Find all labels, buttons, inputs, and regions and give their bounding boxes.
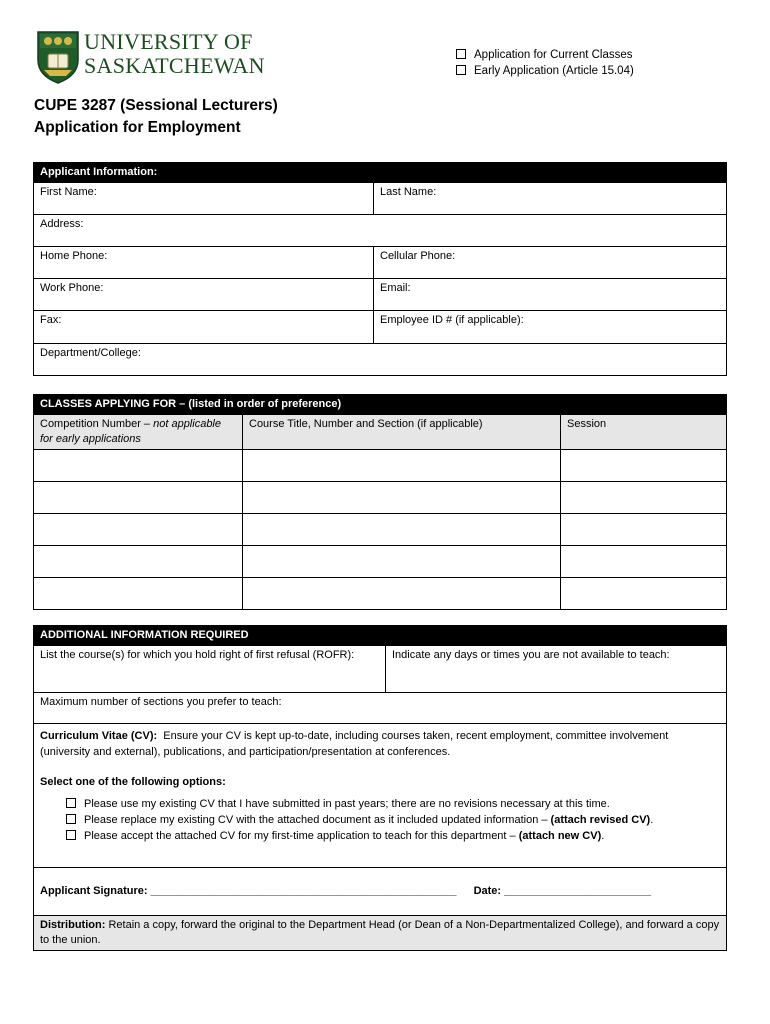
cell-input[interactable] <box>34 514 243 546</box>
cell-input[interactable] <box>561 482 727 514</box>
address-field[interactable]: Address: <box>34 215 727 247</box>
cell-input[interactable] <box>243 450 561 482</box>
applicant-info-table <box>33 162 727 376</box>
cv-section <box>34 724 727 868</box>
unavailable-times-field[interactable]: Indicate any days or times you are not available to teach: <box>386 646 727 693</box>
cell-input[interactable] <box>561 546 727 578</box>
checkbox-icon[interactable] <box>66 830 76 840</box>
table-row <box>34 482 727 514</box>
cell-input[interactable] <box>34 450 243 482</box>
checkbox-icon[interactable] <box>66 798 76 808</box>
checkbox-icon[interactable] <box>456 65 466 75</box>
max-sections-field[interactable]: Maximum number of sections you prefer to teach: <box>34 693 727 724</box>
checkbox-icon[interactable] <box>456 49 466 59</box>
cell-input[interactable] <box>561 578 727 610</box>
column-header-session: Session <box>561 415 727 450</box>
cell-input[interactable] <box>243 514 561 546</box>
section-heading: ADDITIONAL INFORMATION REQUIRED <box>34 626 727 646</box>
cv-option-existing[interactable]: Please use my existing CV that I have submitted in past years; there are no revisions necessary at this time. <box>66 796 720 812</box>
column-header-course: Course Title, Number and Section (if applicable) <box>243 415 561 450</box>
cv-instructions: Curriculum Vitae (CV): Ensure your CV is kept up-to-date, including courses taken, recent employment, committee involvement (university and external), publications, and participation/presentation at conferences. <box>40 730 669 758</box>
cell-input[interactable] <box>243 482 561 514</box>
option-current-classes[interactable]: Application for Current Classes <box>456 47 634 63</box>
applicant-signature-line[interactable]: Applicant Signature: __________________________________________________ <box>40 885 457 897</box>
cv-option-new[interactable]: Please accept the attached CV for my first-time application to teach for this department – (attach new CV). <box>66 828 720 844</box>
option-early-application[interactable]: Early Application (Article 15.04) <box>456 63 634 79</box>
cell-input[interactable] <box>34 578 243 610</box>
table-row <box>34 578 727 610</box>
table-row <box>34 546 727 578</box>
distribution-note: Distribution: Retain a copy, forward the original to the Department Head (or Dean of a Non-Departmentalized College), and forward a copy to the union. <box>34 916 727 951</box>
cv-option-replace[interactable]: Please replace my existing CV with the attached document as it included updated information – (attach revised CV). <box>66 812 720 828</box>
table-row <box>34 514 727 546</box>
cell-input[interactable] <box>243 546 561 578</box>
signature-row <box>34 868 727 916</box>
checkbox-icon[interactable] <box>66 814 76 824</box>
fax-field[interactable]: Fax: <box>34 311 374 344</box>
university-line-2: SASKATCHEWAN <box>84 53 265 78</box>
section-heading: Applicant Information: <box>34 163 727 183</box>
rofr-field[interactable]: List the course(s) for which you hold right of first refusal (ROFR): <box>34 646 386 693</box>
cell-input[interactable] <box>34 482 243 514</box>
application-type-options <box>456 47 634 79</box>
cell-input[interactable] <box>561 450 727 482</box>
home-phone-field[interactable]: Home Phone: <box>34 247 374 279</box>
work-phone-field[interactable]: Work Phone: <box>34 279 374 311</box>
cell-input[interactable] <box>243 578 561 610</box>
select-label: Select one of the following options: <box>40 776 226 788</box>
last-name-field[interactable]: Last Name: <box>374 183 727 215</box>
table-row <box>34 450 727 482</box>
title-line-2: Application for Employment <box>34 119 241 136</box>
cell-input[interactable] <box>561 514 727 546</box>
section-heading: CLASSES APPLYING FOR – (listed in order of preference) <box>34 395 727 415</box>
page-title <box>34 95 278 139</box>
email-field[interactable]: Email: <box>374 279 727 311</box>
additional-info-table <box>33 625 727 951</box>
cv-options <box>66 796 720 844</box>
date-line[interactable]: Date: ________________________ <box>473 885 651 897</box>
classes-table <box>33 394 727 610</box>
university-line-1: UNIVERSITY OF <box>84 29 253 54</box>
cell-input[interactable] <box>34 546 243 578</box>
first-name-field[interactable]: First Name: <box>34 183 374 215</box>
column-header-competition: Competition Number – not applicable for early applications <box>34 415 243 450</box>
university-crest-logo <box>36 30 80 84</box>
university-wordmark <box>84 30 265 78</box>
department-field[interactable]: Department/College: <box>34 344 727 376</box>
title-line-1: CUPE 3287 (Sessional Lecturers) <box>34 97 278 114</box>
cell-phone-field[interactable]: Cellular Phone: <box>374 247 727 279</box>
employee-id-field[interactable]: Employee ID # (if applicable): <box>374 311 727 344</box>
